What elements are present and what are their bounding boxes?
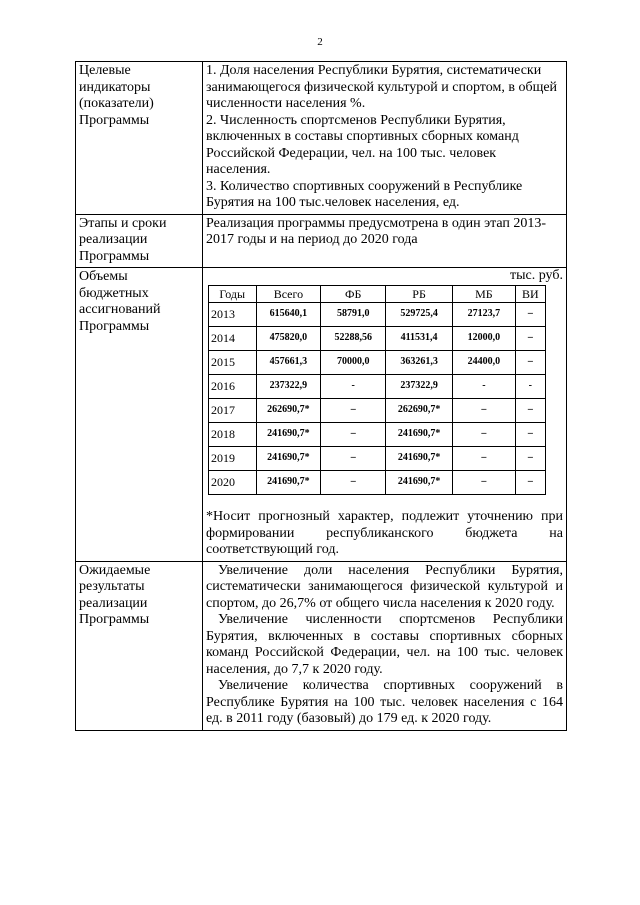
stages-text bbox=[203, 214, 567, 268]
budget-year-cell: 2014 bbox=[209, 327, 257, 351]
budget-value-cell: – bbox=[515, 327, 545, 351]
budget-year-cell: 2016 bbox=[209, 375, 257, 399]
budget-value-cell: 237322,9 bbox=[256, 375, 321, 399]
budget-header-row bbox=[209, 285, 546, 303]
budget-value-cell: 411531,4 bbox=[386, 327, 453, 351]
budget-value-cell: 70000,0 bbox=[321, 351, 386, 375]
passport-row-indicators bbox=[76, 62, 567, 215]
budget-row bbox=[209, 447, 546, 471]
budget-value-cell: 27123,7 bbox=[453, 303, 516, 327]
passport-row-stages bbox=[76, 214, 567, 268]
indicator-item: 2. Численность спортсменов Республики Бурятия, включенных в составы спортивных сборных команд Российской Федерации, чел. на 100 тыс. человек населения. bbox=[206, 112, 519, 177]
page-number: 2 bbox=[317, 36, 323, 48]
budget-value-cell: 237322,9 bbox=[386, 375, 453, 399]
budget-value-cell: – bbox=[453, 447, 516, 471]
budget-value-cell: – bbox=[321, 471, 386, 495]
budget-value-cell: 241690,7* bbox=[256, 447, 321, 471]
budget-row bbox=[209, 351, 546, 375]
budget-footnote: *Носит прогнозный характер, подлежит уточнению при формировании республиканского бюджета на соответствующий год. bbox=[206, 509, 563, 557]
budget-header-cell: Всего bbox=[256, 285, 321, 303]
row-label: Целевые индикаторы (показатели) Программы bbox=[76, 62, 203, 215]
budget-row bbox=[209, 375, 546, 399]
budget-value-cell: 262690,7* bbox=[386, 399, 453, 423]
budget-year-cell: 2013 bbox=[209, 303, 257, 327]
budget-value-cell: 241690,7* bbox=[256, 423, 321, 447]
passport-row-budget bbox=[76, 268, 567, 562]
budget-value-cell: 615640,1 bbox=[256, 303, 321, 327]
results-text bbox=[203, 561, 567, 730]
budget-value-cell: – bbox=[515, 351, 545, 375]
budget-value-cell: 241690,7* bbox=[386, 471, 453, 495]
stages-paragraph: Реализация программы предусмотрена в один этап 2013-2017 годы и на период до 2020 года bbox=[206, 215, 547, 247]
budget-row bbox=[209, 423, 546, 447]
result-item: Увеличение количества спортивных сооружений в Республике Бурятия на 100 тыс. человек населения с 164 ед. в 2011 году (базовый) до 179 ед. к 2020 году. bbox=[206, 678, 563, 726]
budget-row bbox=[209, 471, 546, 495]
budget-value-cell: 363261,3 bbox=[386, 351, 453, 375]
budget-row bbox=[209, 303, 546, 327]
budget-value-cell: 457661,3 bbox=[256, 351, 321, 375]
budget-value-cell: – bbox=[321, 399, 386, 423]
result-item: Увеличение численности спортсменов Республики Бурятия, включенных в составы спортивных сборных команд Российской Федерации, чел. на 100 тыс. человек населения, до 7,7 к 2020 году. bbox=[206, 612, 563, 677]
budget-value-cell: 241690,7* bbox=[386, 423, 453, 447]
indicator-item: 3. Количество спортивных сооружений в Республике Бурятия на 100 тыс.человек населения, ед. bbox=[206, 178, 523, 210]
budget-header-cell: МБ bbox=[453, 285, 516, 303]
budget-value-cell: 241690,7* bbox=[256, 471, 321, 495]
indicator-item: 1. Доля населения Республики Бурятия, систематически занимающегося физической культурой и спортом, в общей численности населения %. bbox=[206, 63, 558, 111]
passport-row-results bbox=[76, 561, 567, 730]
budget-value-cell: – bbox=[515, 399, 545, 423]
budget-value-cell: 475820,0 bbox=[256, 327, 321, 351]
budget-value-cell: 262690,7* bbox=[256, 399, 321, 423]
row-label: Ожидаемые результаты реализации Программы bbox=[76, 561, 203, 730]
budget-year-cell: 2015 bbox=[209, 351, 257, 375]
budget-value-cell: – bbox=[321, 423, 386, 447]
budget-value-cell: - bbox=[321, 375, 386, 399]
budget-year-cell: 2019 bbox=[209, 447, 257, 471]
budget-year-cell: 2017 bbox=[209, 399, 257, 423]
budget-row bbox=[209, 399, 546, 423]
budget-value-cell: 241690,7* bbox=[386, 447, 453, 471]
budget-row bbox=[209, 327, 546, 351]
budget-value-cell: – bbox=[453, 471, 516, 495]
budget-header-cell: ВИ bbox=[515, 285, 545, 303]
budget-table-body bbox=[209, 303, 546, 495]
budget-value-cell: 529725,4 bbox=[386, 303, 453, 327]
row-label: Этапы и сроки реализации Программы bbox=[76, 214, 203, 268]
budget-year-cell: 2020 bbox=[209, 471, 257, 495]
budget-value-cell: – bbox=[515, 447, 545, 471]
budget-value-cell: – bbox=[515, 423, 545, 447]
budget-year-cell: 2018 bbox=[209, 423, 257, 447]
budget-value-cell: – bbox=[453, 423, 516, 447]
budget-value-cell: 12000,0 bbox=[453, 327, 516, 351]
budget-unit: тыс. руб. bbox=[510, 268, 563, 283]
program-passport-table bbox=[75, 61, 567, 731]
budget-header-cell: Годы bbox=[209, 285, 257, 303]
budget-value-cell: 58791,0 bbox=[321, 303, 386, 327]
budget-value-cell: 24400,0 bbox=[453, 351, 516, 375]
budget-cell bbox=[203, 268, 567, 562]
indicators-text bbox=[203, 62, 567, 215]
row-label: Объемы бюджетных ассигнований Программы bbox=[76, 268, 203, 562]
budget-value-cell: – bbox=[453, 399, 516, 423]
budget-header-cell: РБ bbox=[386, 285, 453, 303]
budget-value-cell: - bbox=[453, 375, 516, 399]
budget-header-cell: ФБ bbox=[321, 285, 386, 303]
budget-value-cell: – bbox=[515, 471, 545, 495]
budget-table bbox=[208, 285, 546, 496]
budget-value-cell: - bbox=[515, 375, 545, 399]
budget-value-cell: 52288,56 bbox=[321, 327, 386, 351]
budget-value-cell: – bbox=[321, 447, 386, 471]
result-item: Увеличение доли населения Республики Бурятия, систематически занимающегося физической культурой и спортом, до 26,7% от общего числа населения к 2020 году. bbox=[206, 562, 563, 611]
budget-value-cell: – bbox=[515, 303, 545, 327]
